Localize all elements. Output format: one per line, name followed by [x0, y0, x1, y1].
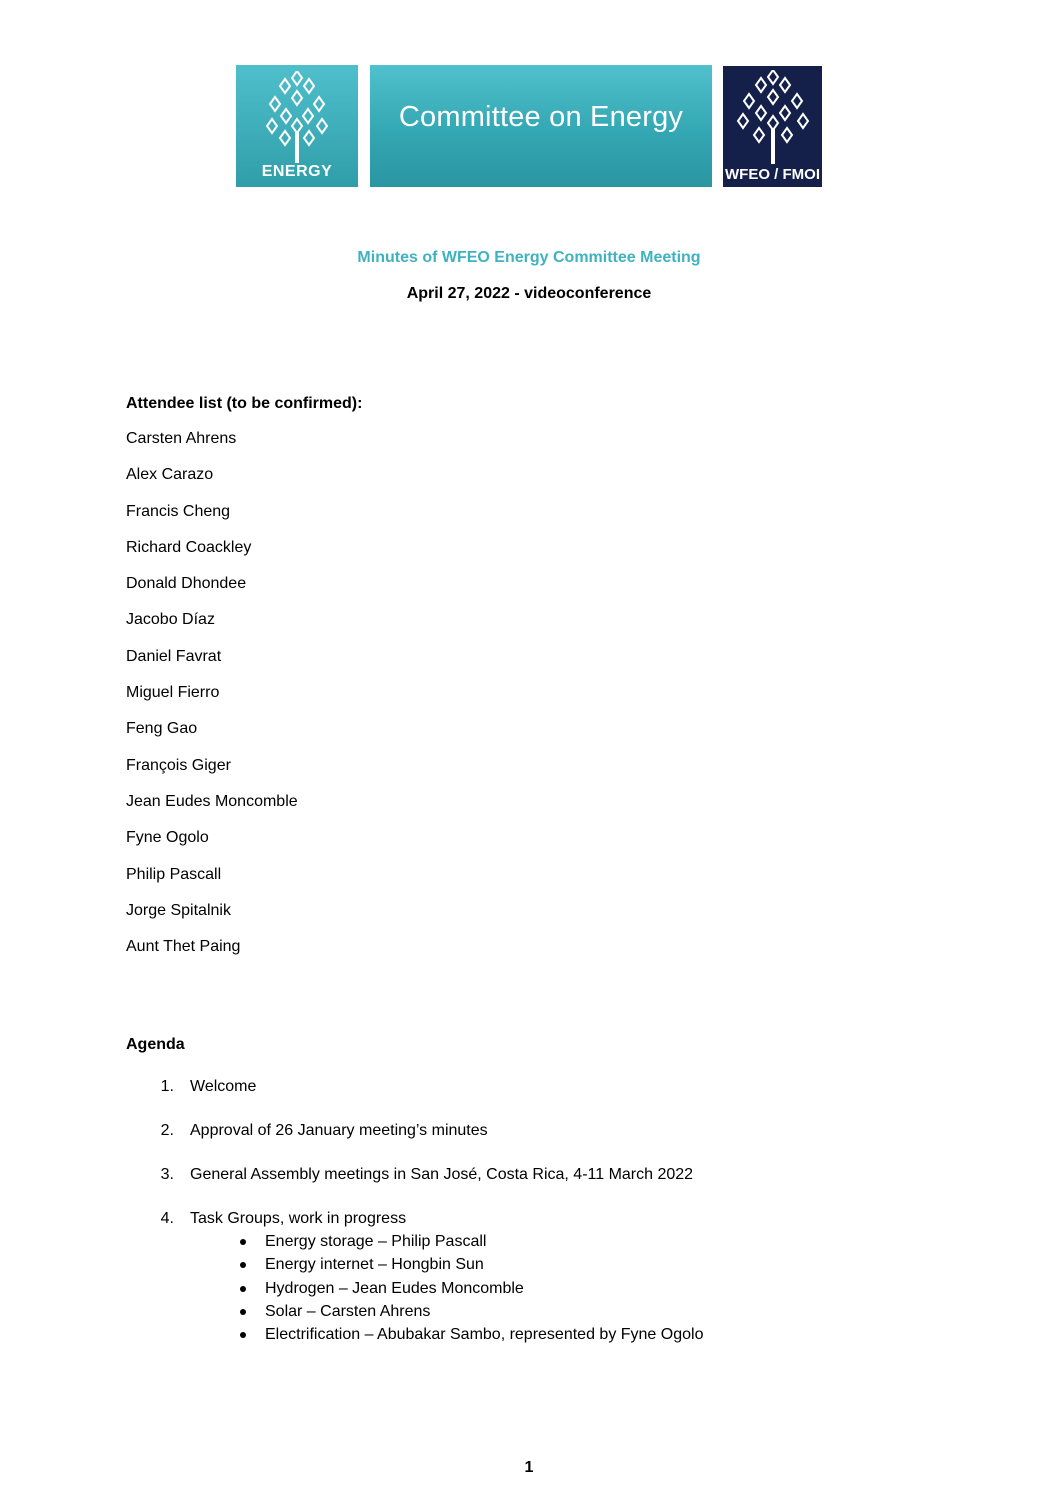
task-group-text: Energy storage – Philip Pascall — [265, 1233, 487, 1250]
attendee-name: Carsten Ahrens — [126, 430, 237, 447]
agenda-item-text: Approval of 26 January meeting’s minutes — [190, 1122, 488, 1139]
attendee-name: Feng Gao — [126, 720, 198, 738]
wfeo-logo-label: WFEO / FMOI — [725, 166, 820, 183]
energy-logo — [236, 65, 358, 187]
attendee-name: Donald Dhondee — [126, 575, 247, 593]
task-group-item — [240, 1232, 703, 1255]
task-group-text: Electrification – Abubakar Sambo, represented by Fyne Ogolo — [265, 1326, 704, 1344]
agenda-item-text: Welcome — [190, 1078, 257, 1095]
task-group-list — [240, 1232, 703, 1348]
task-group-item — [240, 1279, 703, 1302]
bullet-icon — [240, 1332, 246, 1338]
agenda-item-number: 3. — [160, 1166, 174, 1183]
attendee-name: Richard Coackley — [126, 538, 252, 556]
attendee-name: Jean Eudes Moncomble — [126, 792, 298, 810]
page-number: 1 — [524, 1459, 534, 1476]
agenda-item-number: 4. — [160, 1210, 174, 1227]
attendee-name: Fyne Ogolo — [126, 829, 209, 847]
attendee-name: Aunt Thet Paing — [126, 938, 241, 956]
agenda-item-number: 1. — [160, 1078, 174, 1095]
task-group-item — [240, 1302, 703, 1325]
attendee-name: Jacobo Díaz — [126, 611, 215, 629]
bullet-icon — [240, 1239, 246, 1245]
task-group-text: Solar – Carsten Ahrens — [265, 1302, 431, 1320]
task-group-item — [240, 1325, 703, 1348]
attendee-name: Francis Cheng — [126, 502, 231, 520]
attendee-list — [126, 429, 298, 973]
tree-icon — [731, 70, 815, 164]
bullet-icon — [240, 1262, 246, 1268]
bullet-icon — [240, 1286, 246, 1292]
task-group-item — [240, 1255, 703, 1278]
agenda-item-text: General Assembly meetings in San José, Costa Rica, 4-11 March 2022 — [190, 1166, 694, 1183]
agenda-heading: Agenda — [126, 1036, 185, 1053]
document-subtitle: April 27, 2022 - videoconference — [406, 285, 652, 302]
attendee-name: Alex Carazo — [126, 466, 214, 484]
banner-title: Committee on Energy — [398, 101, 684, 133]
tree-icon — [258, 71, 336, 163]
attendee-name: François Giger — [126, 756, 231, 774]
agenda-item-number: 2. — [160, 1122, 174, 1139]
attendees-heading: Attendee list (to be confirmed): — [126, 395, 363, 412]
attendee-name: Daniel Favrat — [126, 647, 222, 665]
energy-logo-label: ENERGY — [261, 163, 333, 180]
document-title: Minutes of WFEO Energy Committee Meeting — [357, 249, 701, 266]
bullet-icon — [240, 1309, 246, 1315]
wfeo-logo — [723, 66, 822, 187]
agenda-item-text: Task Groups, work in progress — [190, 1210, 407, 1227]
task-group-text: Hydrogen – Jean Eudes Moncomble — [265, 1279, 524, 1297]
attendee-name: Miguel Fierro — [126, 684, 220, 702]
task-group-text: Energy internet – Hongbin Sun — [265, 1256, 484, 1274]
attendee-name: Philip Pascall — [126, 865, 222, 883]
attendee-name: Jorge Spitalnik — [126, 901, 231, 919]
committee-banner — [370, 65, 712, 187]
